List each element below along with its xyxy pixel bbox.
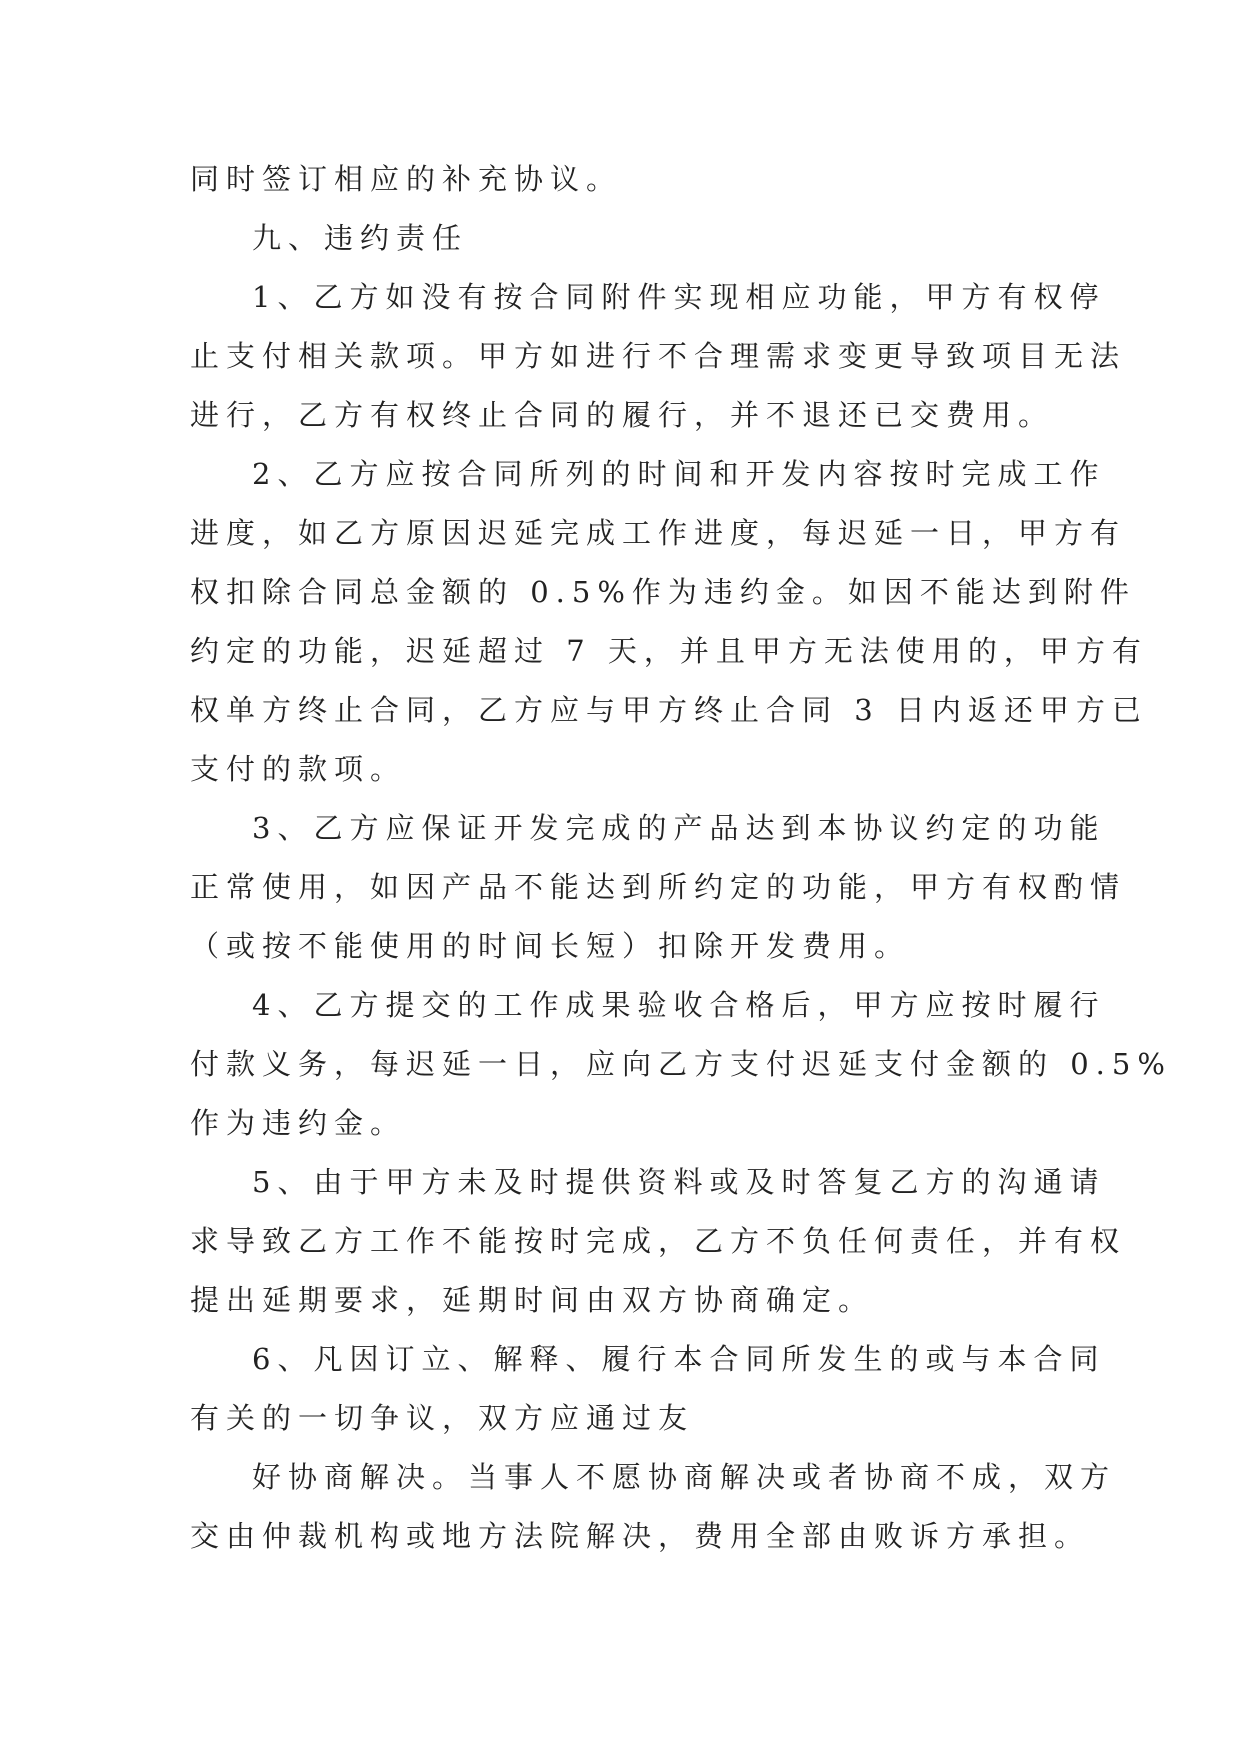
text-line: 好协商解决。当事人不愿协商解决或者协商不成，双方	[252, 1460, 1117, 1494]
text-line: 求导致乙方工作不能按时完成，乙方不负任何责任，并有权	[190, 1224, 1127, 1258]
text-line: 付款义务，每迟延一日，应向乙方支付迟延支付金额的 0.5%	[190, 1047, 1172, 1081]
text-line: 止支付相关款项。甲方如进行不合理需求变更导致项目无法	[190, 339, 1127, 373]
text-line: 1、乙方如没有按合同附件实现相应功能，甲方有权停	[252, 280, 1106, 314]
text-line: （或按不能使用的时间长短）扣除开发费用。	[190, 929, 911, 963]
text-line: 作为违约金。	[190, 1106, 407, 1140]
text-line: 有关的一切争议，双方应通过友	[190, 1401, 695, 1435]
text-line: 权扣除合同总金额的 0.5%作为违约金。如因不能达到附件	[190, 575, 1136, 609]
text-line: 3、乙方应保证开发完成的产品达到本协议约定的功能	[252, 811, 1106, 845]
text-line: 提出延期要求，延期时间由双方协商确定。	[190, 1283, 875, 1317]
text-line: 4、乙方提交的工作成果验收合格后，甲方应按时履行	[252, 988, 1106, 1022]
text-line: 2、乙方应按合同所列的时间和开发内容按时完成工作	[252, 457, 1106, 491]
document-body	[190, 150, 1172, 1566]
text-line: 6、凡因订立、解释、履行本合同所发生的或与本合同	[252, 1342, 1106, 1376]
text-line: 同时签订相应的补充协议。	[190, 162, 623, 196]
text-line: 权单方终止合同，乙方应与甲方终止合同 3 日内返还甲方已	[190, 693, 1148, 727]
text-line: 进度，如乙方原因迟延完成工作进度，每迟延一日，甲方有	[190, 516, 1127, 550]
text-line: 正常使用，如因产品不能达到所约定的功能，甲方有权酌情	[190, 870, 1127, 904]
text-line: 支付的款项。	[190, 752, 407, 786]
section-heading: 九、违约责任	[252, 221, 469, 255]
text-line: 交由仲裁机构或地方法院解决，费用全部由败诉方承担。	[190, 1519, 1091, 1553]
text-line: 5、由于甲方未及时提供资料或及时答复乙方的沟通请	[252, 1165, 1106, 1199]
text-line: 进行，乙方有权终止合同的履行，并不退还已交费用。	[190, 398, 1055, 432]
text-line: 约定的功能，迟延超过 7 天，并且甲方无法使用的，甲方有	[190, 634, 1148, 668]
